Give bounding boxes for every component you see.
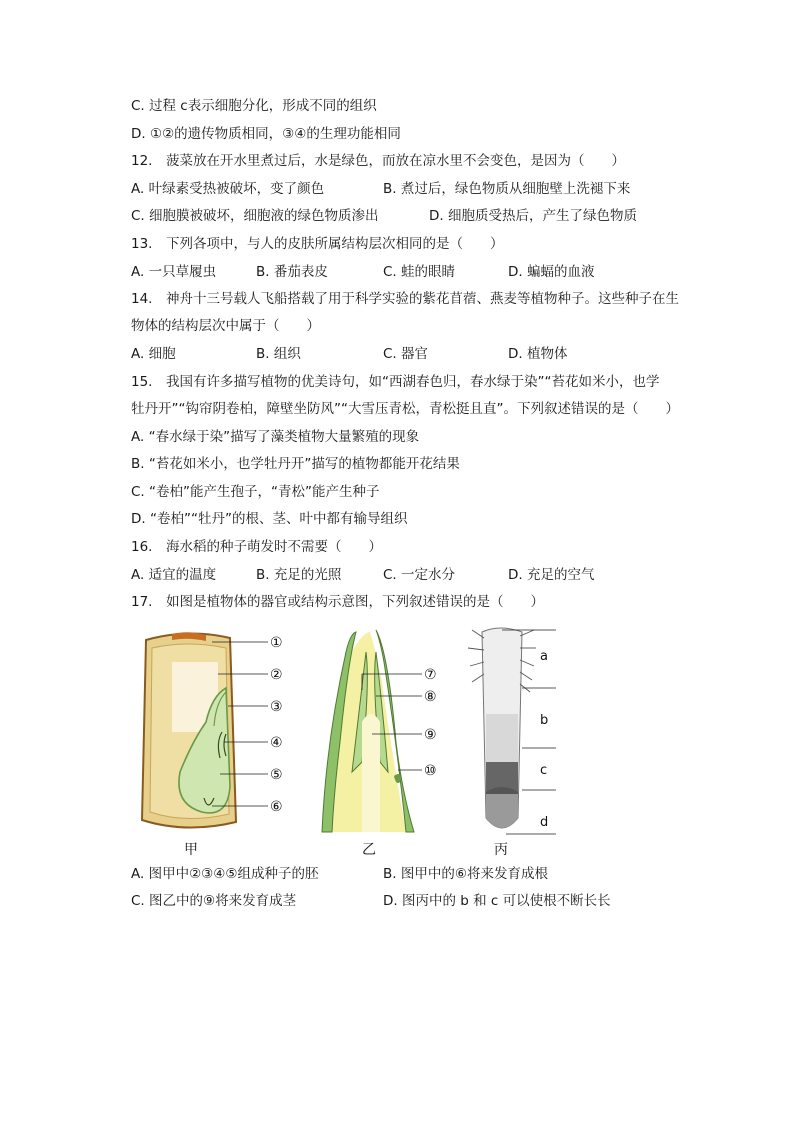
caption-jia: 甲 (184, 842, 198, 858)
label-bing-c: c (540, 763, 548, 778)
q16-option-a: A. 适宜的温度 (131, 567, 217, 583)
label-jia-1: ① (270, 635, 283, 651)
q13-stem: 13. 下列各项中，与人的皮肤所属结构层次相同的是（ ） (131, 236, 504, 252)
q12-option-b: B. 煮过后，绿色物质从细胞壁上洗褪下来 (383, 181, 631, 197)
label-jia-6: ⑥ (270, 799, 283, 815)
label-jia-5: ⑤ (270, 767, 283, 783)
bud-diagram-yi (322, 630, 414, 832)
q13-option-b: B. 番茄表皮 (256, 264, 328, 280)
label-yi-10: ⑩ (424, 763, 437, 779)
q16-option-d: D. 充足的空气 (508, 567, 595, 583)
q12-option-a: A. 叶绿素受热被破坏，变了颜色 (131, 181, 325, 197)
q15-option-b: B. “苔花如米小，也学牡丹开”描写的植物都能开花结果 (131, 456, 460, 472)
q11-option-d: D. ①②的遗传物质相同，③④的生理功能相同 (131, 126, 401, 142)
q16-option-c: C. 一定水分 (383, 567, 456, 583)
elongation-zone (486, 714, 518, 762)
q17-option-b: B. 图甲中的⑥将来发育成根 (383, 866, 548, 882)
q14-option-a: A. 细胞 (131, 346, 176, 362)
q17-option-c: C. 图乙中的⑨将来发育成茎 (131, 893, 297, 909)
label-jia-4: ④ (270, 735, 283, 751)
q14-option-c: C. 器官 (383, 346, 429, 362)
growth-cone (362, 714, 380, 832)
label-yi-8: ⑧ (424, 689, 437, 705)
caption-yi: 乙 (362, 842, 376, 858)
q17-stem: 17. 如图是植物体的器官或结构示意图，下列叙述错误的是（ ） (131, 594, 544, 610)
label-jia-2: ② (270, 667, 283, 683)
q14-option-d: D. 植物体 (508, 346, 568, 362)
q15-option-c: C. “卷柏”能产生孢子，“青松”能产生种子 (131, 484, 380, 500)
figure-svg (126, 622, 596, 860)
q13-option-c: C. 蛙的眼睛 (383, 264, 456, 280)
plant-structure-figure (126, 622, 596, 860)
meristem-zone (486, 762, 518, 794)
q12-stem: 12. 菠菜放在开水里煮过后，水是绿色，而放在凉水里不会变色，是因为（ ） (131, 153, 625, 169)
label-jia-3: ③ (270, 699, 283, 715)
label-bing-d: d (540, 815, 549, 830)
caption-bing: 丙 (494, 842, 508, 858)
q15-stem-line1: 15. 我国有许多描写植物的优美诗句，如“西湖春色归，春水绿于染”“苔花如米小，也学 (131, 374, 660, 390)
label-bing-b: b (540, 713, 549, 728)
q16-option-b: B. 充足的光照 (256, 567, 342, 583)
q14-stem-line2: 物体的结构层次中属于（ ） (131, 318, 320, 334)
q14-stem-line1: 14. 神舟十三号载人飞船搭载了用于科学实验的紫花苜蓿、燕麦等植物种子。这些种子在生 (131, 291, 679, 307)
q13-option-a: A. 一只草履虫 (131, 264, 217, 280)
q16-stem: 16. 海水稻的种子萌发时不需要（ ） (131, 539, 382, 555)
q11-option-c: C. 过程 c表示细胞分化，形成不同的组织 (131, 98, 377, 114)
q15-stem-line2: 牡丹开”“钩帘阴卷柏，障壁坐防风”“大雪压青松，青松挺且直”。下列叙述错误的是（ ） (131, 401, 679, 417)
q14-option-b: B. 组织 (256, 346, 301, 362)
q12-option-d: D. 细胞质受热后，产生了绿色物质 (429, 208, 637, 224)
q12-option-c: C. 细胞膜被破坏，细胞液的绿色物质渗出 (131, 208, 379, 224)
label-yi-9: ⑨ (424, 727, 437, 743)
q15-option-a: A. “春水绿于染”描写了藻类植物大量繁殖的现象 (131, 429, 420, 445)
q13-option-d: D. 蝙蝠的血液 (508, 264, 595, 280)
seed-diagram-jia (142, 632, 236, 827)
label-yi-7: ⑦ (424, 667, 437, 683)
root-tip-diagram-bing (468, 628, 536, 828)
q15-option-d: D. “卷柏”“牡丹”的根、茎、叶中都有输导组织 (131, 511, 408, 527)
label-bing-a: a (540, 649, 548, 664)
q17-option-a: A. 图甲中②③④⑤组成种子的胚 (131, 866, 319, 882)
q17-option-d: D. 图丙中的 b 和 c 可以使根不断长长 (383, 893, 611, 909)
